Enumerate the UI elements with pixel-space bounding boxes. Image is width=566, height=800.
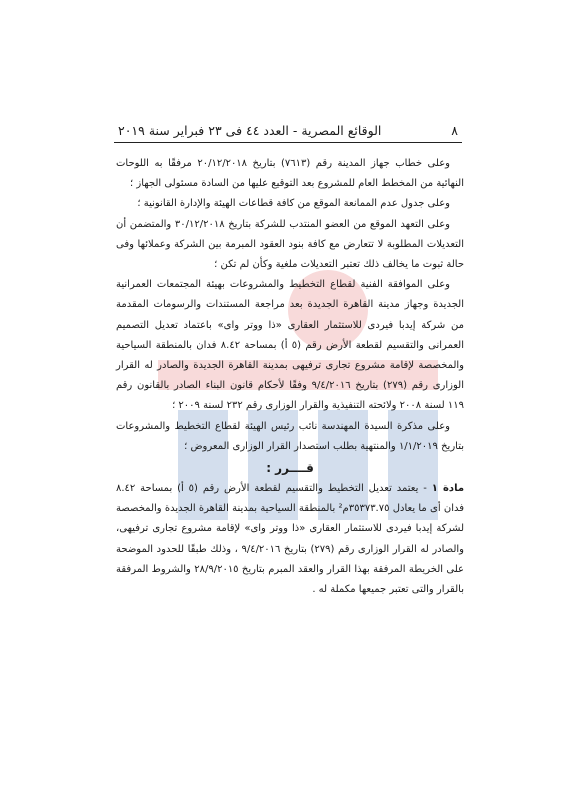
article-text: - يعتمد تعديل التخطيط والتقسيم لقطعة الأرض رقم (٥ أ) بمساحة ٨.٤٢ فدان أى ما يعادل ٣٥٣٧٣.٧٥م² بالمنطقة السياحية بمدينة القاهرة الجديدة والمخصصة لشركة إيدبا فيردى للاستثمار العقارى «ذا ووتر واى» لإقامة مشروع تجارى ترفيهى، والصادر له القرار الوزارى رقم (٢٧٩) بتاريخ ٩/٤/٢٠١٦ ، وذلك طبقًا للحدود الموضحة على الخريطة المرفقة بهذا القرار والعقد المبرم بتاريخ ٢٨/٩/٢٠١٥ والشروط المرفقة بالقرار والتى تعتبر جميعها مكملة له . bbox=[116, 483, 465, 596]
preamble-paragraph: وعلى خطاب جهاز المدينة رقم (٧٦١٣) بتاريخ ٢٠/١٢/٢٠١٨ مرفقًا به اللوحات النهائية من المخطط العام للمشروع بعد التوقيع عليها من السادة مسئولى الجهاز ؛ bbox=[116, 158, 464, 190]
decree-body bbox=[116, 154, 464, 600]
page-number: ٨ bbox=[451, 123, 458, 138]
decision-heading: قــــرر : bbox=[266, 461, 314, 476]
preamble-paragraph: وعلى التعهد الموقع من العضو المنتدب للشركة بتاريخ ٣٠/١٢/٢٠١٨ والمتضمن أن التعديلات المطلوبة لا تتعارض مع كافة بنود العقود المبرمة بين الشركة وعملائها وفى حالة ثبوت ما يخالف ذلك تعتبر التعديلات ملغية وكأن لم تكن ؛ bbox=[116, 218, 464, 271]
preamble-paragraph: وعلى جدول عدم الممانعة الموقع من كافة قطاعات الهيئة والإدارة القانونية ؛ bbox=[137, 198, 450, 210]
preamble-paragraph: وعلى الموافقة الفنية لقطاع التخطيط والمشروعات بهيئة المجتمعات العمرانية الجديدة وجهاز مدينة القاهرة الجديدة بعد مراجعة المستندات والرسومات المقدمة من شركة إيدبا فيردى للاستثمار العقارى «ذا ووتر واى» باعتماد تعديل التصميم العمرانى والتقسيم لقطعة الأرض رقم (٥ أ) بمساحة ٨.٤٢ فدان بالمنطقة السياحية والمخصصة لإقامة مشروع تجارى ترفيهى بمدينة القاهرة الجديدة والصادر له القرار الوزارى رقم (٢٧٩) بتاريخ ٩/٤/٢٠١٦ وفقًا لأحكام قانون البناء الصادر بالقانون رقم ١١٩ لسنة ٢٠٠٨ ولائحته التنفيذية والقرار الوزارى رقم ٢٣٢ لسنة ٢٠٠٩ ؛ bbox=[116, 279, 464, 412]
running-header bbox=[118, 122, 458, 140]
preamble-paragraph: وعلى مذكرة السيدة المهندسة نائب رئيس الهيئة لقطاع التخطيط والمشروعات بتاريخ ١/١/٢٠١٩ والمنتهية بطلب استصدار القرار الوزارى المعروض ؛ bbox=[116, 420, 464, 452]
publication-title: الوقائع المصرية - العدد ٤٤ فى ٢٣ فبراير سنة ٢٠١٩ bbox=[118, 123, 382, 138]
article-1 bbox=[116, 479, 464, 600]
header-divider bbox=[114, 142, 462, 143]
article-label: مادة ١ bbox=[431, 483, 465, 495]
